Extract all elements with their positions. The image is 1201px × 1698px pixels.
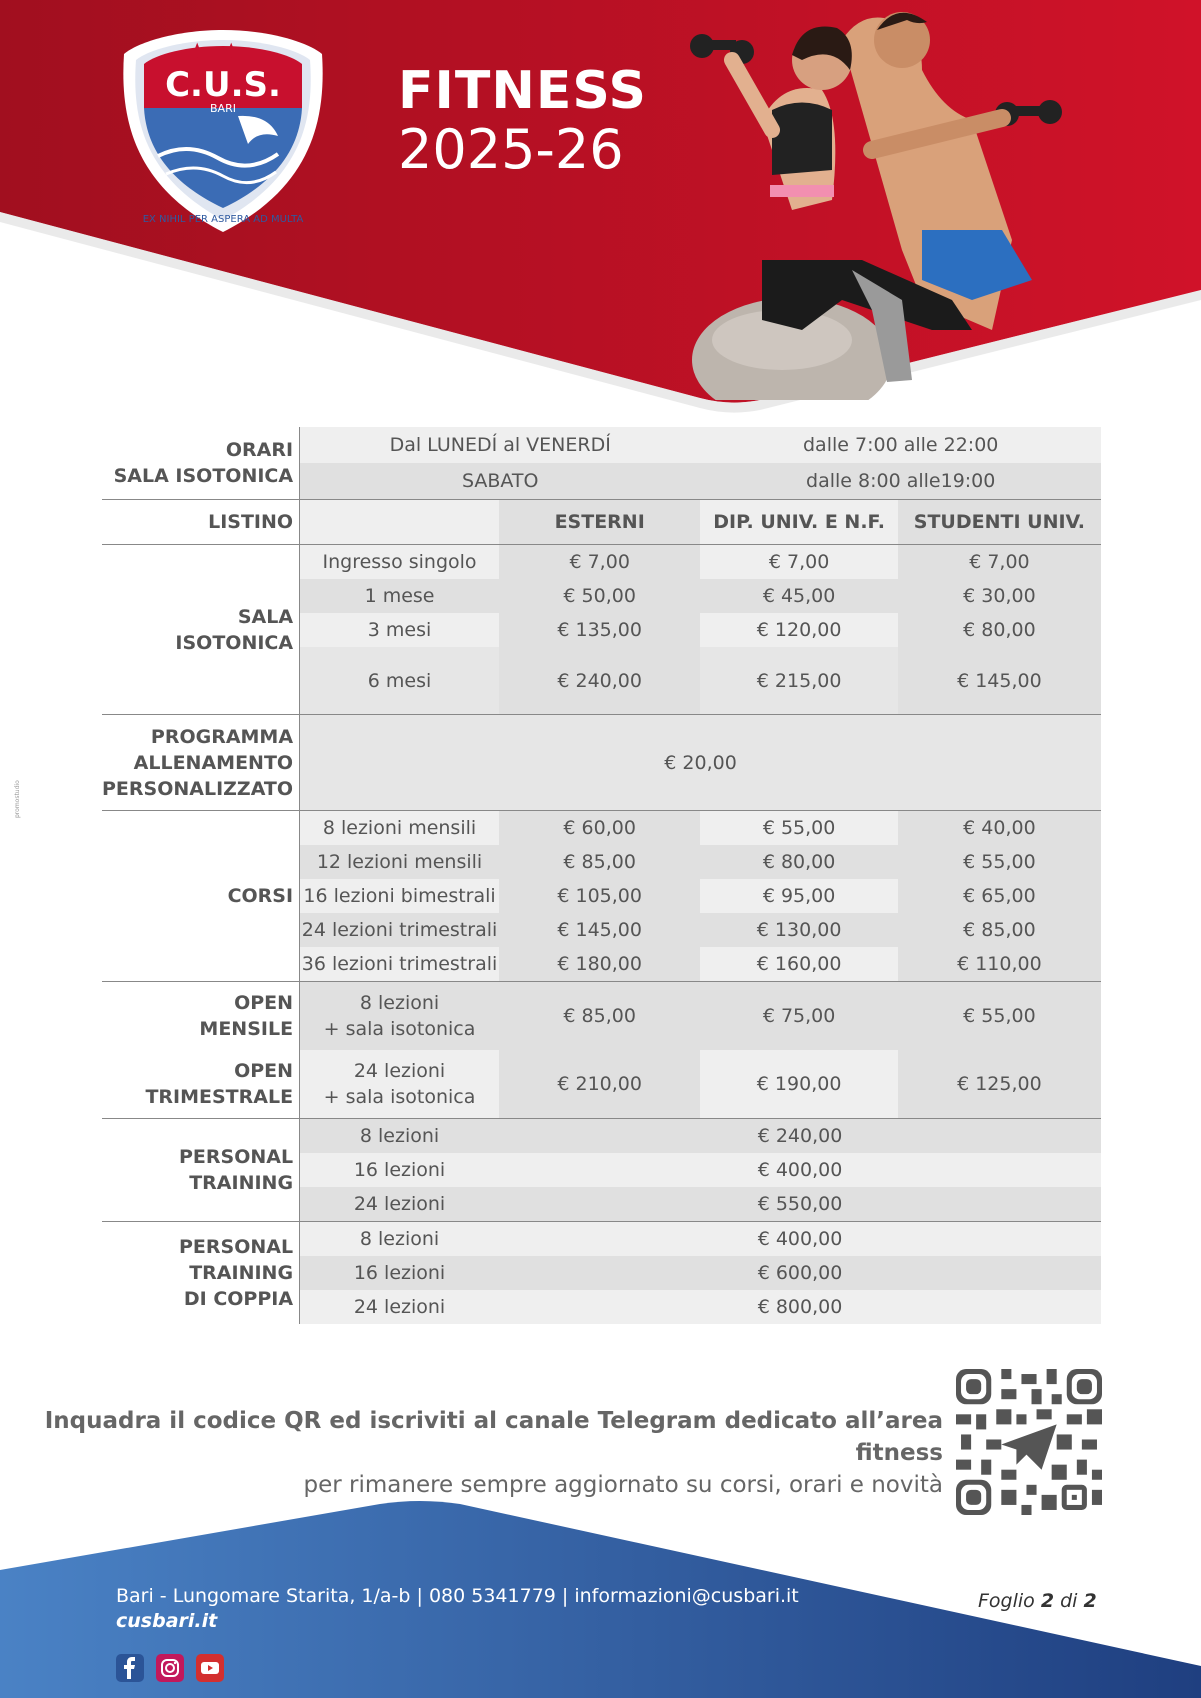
coppia-row-price: € 800,00 [499, 1290, 1101, 1324]
personal-row-price: € 550,00 [499, 1187, 1101, 1222]
telegram-invite [0, 1405, 943, 1501]
corsi-row-price: € 180,00 [499, 947, 700, 982]
sala-row-name: 1 mese [300, 579, 499, 613]
sala-row-price: € 7,00 [898, 545, 1101, 580]
sala-row-price: € 145,00 [898, 647, 1101, 715]
open-mensile-price: € 75,00 [700, 982, 897, 1051]
corsi-row-price: € 145,00 [499, 913, 700, 947]
orari-saturday: SABATO [300, 463, 701, 500]
personal-row-price: € 240,00 [499, 1119, 1101, 1154]
open-mensile-price: € 55,00 [898, 982, 1101, 1051]
facebook-icon[interactable] [116, 1654, 144, 1682]
sala-row-price: € 7,00 [700, 545, 897, 580]
footer-website[interactable]: cusbari.it [116, 1610, 218, 1632]
coppia-row-name: 16 lezioni [300, 1256, 499, 1290]
sala-row-price: € 215,00 [700, 647, 897, 715]
telegram-invite-line1: Inquadra il codice QR ed iscriviti al canale Telegram dedicato all’area fitness [44, 1408, 943, 1466]
sala-row-price: € 120,00 [700, 613, 897, 647]
sala-label: SALA ISOTONICA [102, 545, 300, 715]
corsi-row-price: € 85,00 [499, 845, 700, 879]
corsi-row-price: € 160,00 [700, 947, 897, 982]
personal-label: PERSONAL TRAINING [102, 1119, 300, 1222]
corsi-row-price: € 95,00 [700, 879, 897, 913]
col-dip-univ: DIP. UNIV. E N.F. [700, 500, 897, 545]
open-mensile-price: € 85,00 [499, 982, 700, 1051]
open-trimestrale-name: 24 lezioni + sala isotonica [300, 1050, 499, 1119]
personal-row-name: 24 lezioni [300, 1187, 499, 1222]
title-season: 2025-26 [398, 118, 624, 181]
orari-weekdays-hours: dalle 7:00 alle 22:00 [700, 427, 1101, 463]
open-trimestrale-price: € 190,00 [700, 1050, 897, 1119]
corsi-row-name: 24 lezioni trimestrali [300, 913, 499, 947]
corsi-row-price: € 55,00 [898, 845, 1101, 879]
sala-row-name: 3 mesi [300, 613, 499, 647]
open-mensile-label: OPEN MENSILE [102, 982, 300, 1051]
open-mensile-name: 8 lezioni + sala isotonica [300, 982, 499, 1051]
svg-text:EX NIHIL PER ASPERA AD MULTA: EX NIHIL PER ASPERA AD MULTA [142, 214, 304, 225]
corsi-row-price: € 105,00 [499, 879, 700, 913]
sala-row-price: € 80,00 [898, 613, 1101, 647]
youtube-icon[interactable] [196, 1654, 224, 1682]
page-counter: Foglio 2 di 2 [978, 1590, 1097, 1612]
corsi-label: CORSI [102, 811, 300, 982]
athletes-photo [672, 0, 1112, 400]
col-studenti: STUDENTI UNIV. [898, 500, 1101, 545]
svg-text:C.U.S.: C.U.S. [165, 65, 281, 105]
cus-bari-logo [118, 26, 328, 236]
sala-row-price: € 7,00 [499, 545, 700, 580]
listino-label: LISTINO [102, 500, 300, 545]
sala-row-price: € 50,00 [499, 579, 700, 613]
footer-address: Bari - Lungomare Starita, 1/a-b | 080 5341779 | informazioni@cusbari.it [116, 1585, 799, 1607]
sala-row-price: € 240,00 [499, 647, 700, 715]
corsi-row-price: € 85,00 [898, 913, 1101, 947]
printer-credit: promostudio [14, 780, 21, 818]
personal-row-price: € 400,00 [499, 1153, 1101, 1187]
corsi-row-price: € 80,00 [700, 845, 897, 879]
corsi-row-name: 8 lezioni mensili [300, 811, 499, 846]
programma-price: € 20,00 [300, 715, 1101, 811]
corsi-row-name: 12 lezioni mensili [300, 845, 499, 879]
open-trimestrale-label: OPEN TRIMESTRALE [102, 1050, 300, 1119]
instagram-icon[interactable] [156, 1654, 184, 1682]
open-trimestrale-price: € 210,00 [499, 1050, 700, 1119]
sala-row-name: Ingresso singolo [300, 545, 499, 580]
open-trimestrale-price: € 125,00 [898, 1050, 1101, 1119]
telegram-invite-line2: per rimanere sempre aggiornato su corsi, orari e novità [303, 1472, 943, 1498]
personal-row-name: 16 lezioni [300, 1153, 499, 1187]
coppia-row-name: 8 lezioni [300, 1222, 499, 1257]
corsi-row-price: € 55,00 [700, 811, 897, 846]
corsi-row-name: 16 lezioni bimestrali [300, 879, 499, 913]
coppia-row-price: € 600,00 [499, 1256, 1101, 1290]
sala-row-price: € 45,00 [700, 579, 897, 613]
orari-label: ORARI SALA ISOTONICA [102, 427, 300, 500]
corsi-row-price: € 130,00 [700, 913, 897, 947]
sala-row-price: € 135,00 [499, 613, 700, 647]
price-table [102, 427, 1101, 1324]
corsi-row-price: € 60,00 [499, 811, 700, 846]
personal-row-name: 8 lezioni [300, 1119, 499, 1154]
corsi-row-price: € 65,00 [898, 879, 1101, 913]
title-fitness: FITNESS [398, 61, 647, 121]
page-title [398, 62, 647, 180]
corsi-row-price: € 40,00 [898, 811, 1101, 846]
orari-saturday-hours: dalle 8:00 alle19:00 [700, 463, 1101, 500]
personal-coppia-label: PERSONAL TRAINING DI COPPIA [102, 1222, 300, 1325]
sala-row-name: 6 mesi [300, 647, 499, 715]
col-esterni: ESTERNI [499, 500, 700, 545]
orari-weekdays: Dal LUNEDÍ al VENERDÍ [300, 427, 701, 463]
svg-text:BARI: BARI [210, 102, 236, 115]
programma-label: PROGRAMMA ALLENAMENTO PERSONALIZZATO [102, 715, 300, 811]
corsi-row-name: 36 lezioni trimestrali [300, 947, 499, 982]
listino-blank [300, 500, 499, 545]
corsi-row-price: € 110,00 [898, 947, 1101, 982]
coppia-row-name: 24 lezioni [300, 1290, 499, 1324]
coppia-row-price: € 400,00 [499, 1222, 1101, 1257]
sala-row-price: € 30,00 [898, 579, 1101, 613]
